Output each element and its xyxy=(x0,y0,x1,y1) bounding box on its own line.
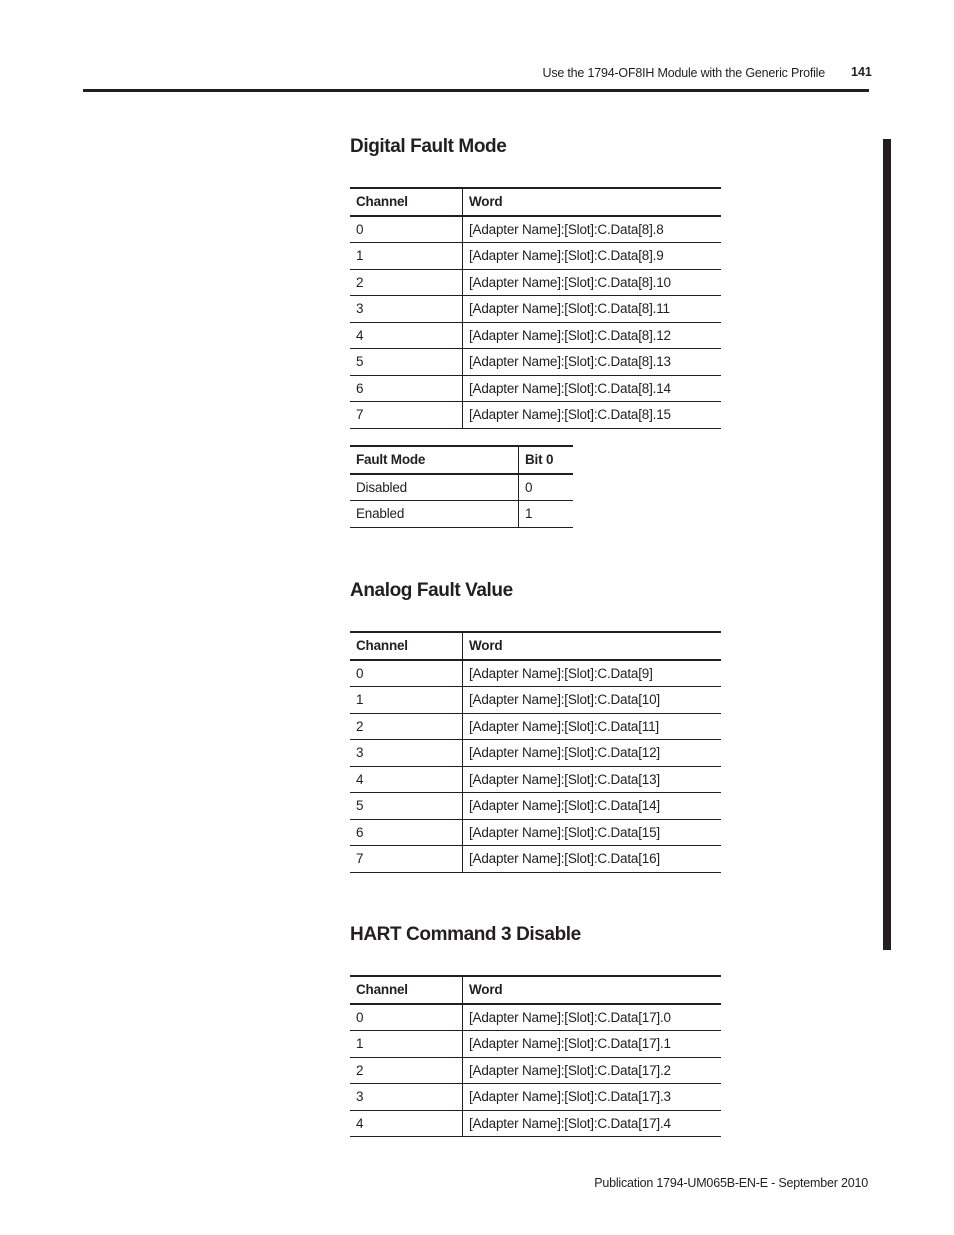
header-rule xyxy=(83,89,869,92)
table-row xyxy=(350,243,721,270)
publication-footer: Publication 1794-UM065B-EN-E - September 2010 xyxy=(594,1176,868,1190)
table-row xyxy=(350,296,721,323)
table-row xyxy=(350,1057,721,1084)
table-row xyxy=(350,402,721,429)
table-row xyxy=(350,349,721,376)
channel-cell: 5 xyxy=(356,354,364,370)
word-cell: [Adapter Name]:[Slot]:C.Data[8].14 xyxy=(463,375,722,402)
fault-mode-table xyxy=(350,445,573,528)
table-row xyxy=(350,1110,721,1137)
word-cell: [Adapter Name]:[Slot]:C.Data[8].12 xyxy=(463,322,722,349)
word-cell: [Adapter Name]:[Slot]:C.Data[17].3 xyxy=(463,1084,722,1111)
channel-cell: 3 xyxy=(356,301,364,317)
table-row xyxy=(350,1004,721,1031)
fault-mode-cell: Disabled xyxy=(356,479,407,495)
word-cell: [Adapter Name]:[Slot]:C.Data[9] xyxy=(463,660,722,687)
page-number: 141 xyxy=(851,65,872,79)
channel-cell: 5 xyxy=(356,798,364,814)
table-row xyxy=(350,1084,721,1111)
table-row xyxy=(350,216,721,243)
word-cell: [Adapter Name]:[Slot]:C.Data[16] xyxy=(463,846,722,873)
word-cell: [Adapter Name]:[Slot]:C.Data[17].0 xyxy=(463,1004,722,1031)
section-heading-hart-command-3-disable: HART Command 3 Disable xyxy=(350,924,581,945)
analog-fault-value-table xyxy=(350,631,721,873)
table-row xyxy=(350,660,721,687)
word-cell: [Adapter Name]:[Slot]:C.Data[12] xyxy=(463,740,722,767)
channel-cell: 3 xyxy=(356,745,364,761)
word-cell: [Adapter Name]:[Slot]:C.Data[8].9 xyxy=(463,243,722,270)
table-row xyxy=(350,819,721,846)
table-row xyxy=(350,501,573,528)
bit-cell: 0 xyxy=(519,474,574,501)
word-cell: [Adapter Name]:[Slot]:C.Data[8].15 xyxy=(463,402,722,429)
word-cell: [Adapter Name]:[Slot]:C.Data[17].1 xyxy=(463,1031,722,1058)
channel-cell: 0 xyxy=(356,1009,364,1025)
table-row xyxy=(350,766,721,793)
channel-cell: 6 xyxy=(356,380,364,396)
column-header-word: Word xyxy=(463,976,722,1004)
word-cell: [Adapter Name]:[Slot]:C.Data[13] xyxy=(463,766,722,793)
column-header-channel: Channel xyxy=(356,638,408,654)
channel-cell: 4 xyxy=(356,327,364,343)
table-row xyxy=(350,269,721,296)
channel-cell: 2 xyxy=(356,718,364,734)
table-row xyxy=(350,793,721,820)
table-row xyxy=(350,846,721,873)
word-cell: [Adapter Name]:[Slot]:C.Data[17].4 xyxy=(463,1110,722,1137)
word-cell: [Adapter Name]:[Slot]:C.Data[17].2 xyxy=(463,1057,722,1084)
channel-cell: 0 xyxy=(356,665,364,681)
channel-cell: 0 xyxy=(356,221,364,237)
table-row xyxy=(350,375,721,402)
channel-cell: 7 xyxy=(356,851,364,867)
word-cell: [Adapter Name]:[Slot]:C.Data[11] xyxy=(463,713,722,740)
column-header-bit-0: Bit 0 xyxy=(519,446,574,474)
channel-cell: 4 xyxy=(356,771,364,787)
word-cell: [Adapter Name]:[Slot]:C.Data[8].11 xyxy=(463,296,722,323)
channel-cell: 2 xyxy=(356,1062,364,1078)
table-header-row xyxy=(350,632,721,660)
channel-cell: 2 xyxy=(356,274,364,290)
channel-cell: 4 xyxy=(356,1115,364,1131)
channel-cell: 3 xyxy=(356,1089,364,1105)
fault-mode-cell: Enabled xyxy=(356,506,405,522)
channel-cell: 6 xyxy=(356,824,364,840)
column-header-fault-mode: Fault Mode xyxy=(356,452,426,468)
table-row xyxy=(350,687,721,714)
word-cell: [Adapter Name]:[Slot]:C.Data[10] xyxy=(463,687,722,714)
bit-cell: 1 xyxy=(519,501,574,528)
table-header-row xyxy=(350,446,573,474)
column-header-word: Word xyxy=(463,632,722,660)
table-header-row xyxy=(350,976,721,1004)
chapter-tab-bar xyxy=(883,139,891,950)
word-cell: [Adapter Name]:[Slot]:C.Data[8].13 xyxy=(463,349,722,376)
channel-cell: 1 xyxy=(356,1036,364,1052)
channel-cell: 1 xyxy=(356,248,364,264)
table-row xyxy=(350,474,573,501)
hart-command-3-disable-table xyxy=(350,975,721,1137)
channel-cell: 7 xyxy=(356,407,364,423)
column-header-channel: Channel xyxy=(356,982,408,998)
column-header-word: Word xyxy=(463,188,722,216)
running-header: Use the 1794-OF8IH Module with the Generic Profile xyxy=(542,66,825,80)
table-row xyxy=(350,1031,721,1058)
word-cell: [Adapter Name]:[Slot]:C.Data[15] xyxy=(463,819,722,846)
column-header-channel: Channel xyxy=(356,194,408,210)
channel-cell: 1 xyxy=(356,692,364,708)
word-cell: [Adapter Name]:[Slot]:C.Data[8].8 xyxy=(463,216,722,243)
table-row xyxy=(350,740,721,767)
table-header-row xyxy=(350,188,721,216)
table-row xyxy=(350,322,721,349)
word-cell: [Adapter Name]:[Slot]:C.Data[14] xyxy=(463,793,722,820)
word-cell: [Adapter Name]:[Slot]:C.Data[8].10 xyxy=(463,269,722,296)
section-heading-digital-fault-mode: Digital Fault Mode xyxy=(350,136,507,157)
table-row xyxy=(350,713,721,740)
digital-fault-mode-table xyxy=(350,187,721,429)
section-heading-analog-fault-value: Analog Fault Value xyxy=(350,580,513,601)
